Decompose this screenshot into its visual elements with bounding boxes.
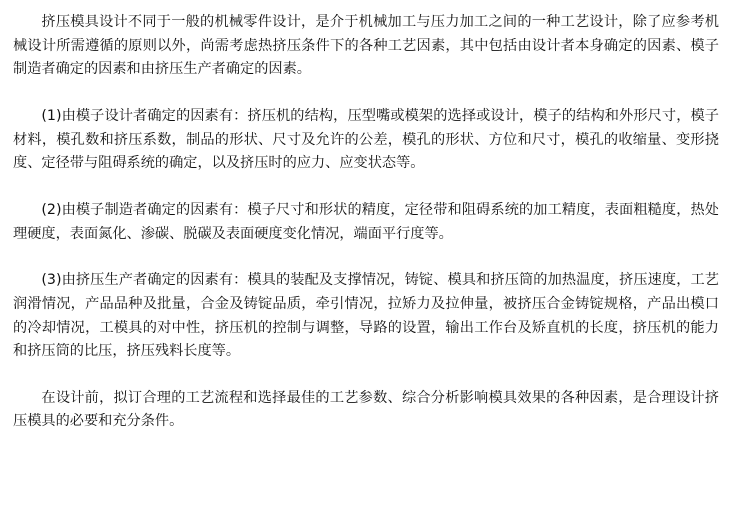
paragraph-intro: 挤压模具设计不同于一般的机械零件设计，是介于机械加工与压力加工之间的一种工艺设计，除了应参考机械设计所需遵循的原则以外，尚需考虑热挤压条件下的各种工艺因素，其中包括由设计者本身确定的因素、模子制造者确定的因素和由挤压生产者确定的因素。 (13, 14, 719, 78)
document-body (13, 11, 719, 434)
paragraph-conclusion: 在设计前，拟订合理的工艺流程和选择最佳的工艺参数、综合分析影响模具效果的各种因素，是合理设计挤压模具的必要和充分条件。 (13, 389, 719, 430)
paragraph-manufacturer-factors: (2)由模子制造者确定的因素有：模子尺寸和形状的精度，定径带和阻碍系统的加工精度，表面粗糙度，热处理硬度，表面氮化、渗碳、脱碳及表面硬度变化情况，端面平行度等。 (13, 201, 719, 242)
paragraph-designer-factors: (1)由模子设计者确定的因素有：挤压机的结构，压型嘴或模架的选择或设计，模子的结构和外形尺寸，模子材料，模孔数和挤压系数，制品的形状、尺寸及允许的公差，模孔的形状、方位和尺寸，模孔的收缩量、变形挠度、定径带与阻碍系统的确定，以及挤压时的应力、应变状态等。 (13, 107, 719, 172)
paragraph-producer-factors: (3)由挤压生产者确定的因素有：模具的装配及支撑情况，铸锭、模具和挤压筒的加热温度，挤压速度，工艺润滑情况，产品品种及批量，合金及铸锭品质，牵引情况，拉矫力及拉伸量，被挤压合金铸锭规格，产品出模口的冷却情况，工模具的对中性，挤压机的控制与调整，导路的设置，输出工作台及矫直机的长度，挤压机的能力和挤压筒的比压，挤压残料长度等。 (13, 272, 719, 360)
